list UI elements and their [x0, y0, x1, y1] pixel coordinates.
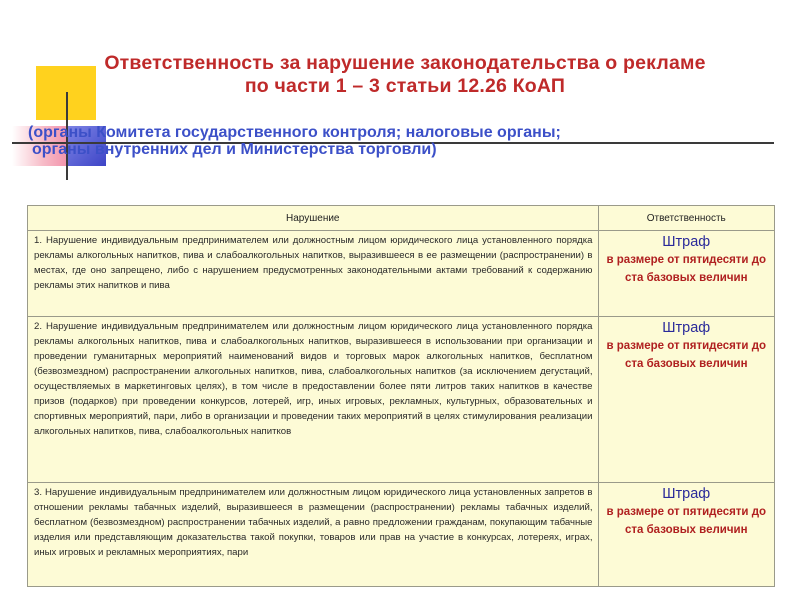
liability-cell	[598, 231, 774, 317]
violation-cell: 2. Нарушение индивидуальным предпринимателем или должностным лицом юридического лица установленного порядка рекламы алкогольных напитков, пива и слабоалкогольных напитков, выразившееся в использовании при организации и проведении гуманитарных мероприятий наименований видов и торговых марок алкогольных напитков, бесплатном (безвозмездном) распространении алкогольных напитков, пива, слабоалкогольных напитков (за исключением дегустаций, осуществляемых в маркетинговых целях), в том числе в предоставлении более пяти литров таких напитков в качестве призов (подарков) при проведении конкурсов, лотерей, игр, иных игровых, рекламных, культурных, образовательных и спортивных мероприятий, пари, либо в организации и проведении таких мероприятий в целях стимулирования реализации алкогольных напитков, пива, слабоалкогольных напитков	[28, 317, 598, 483]
fine-label: Штраф	[662, 486, 711, 502]
slide-title-line2: по части 1 – 3 статьи 12.26 КоАП	[244, 75, 566, 97]
slide-title	[20, 52, 790, 98]
fine-amount: в размере от пятидесяти до ста базовых величин	[606, 254, 767, 284]
table-row	[28, 231, 774, 317]
fine-amount: в размере от пятидесяти до ста базовых величин	[606, 340, 767, 370]
liability-cell	[598, 317, 774, 483]
table-row	[28, 317, 774, 483]
header-violation: Нарушение	[28, 206, 598, 231]
fine-label: Штраф	[662, 320, 711, 336]
header-liability: Ответственность	[598, 206, 774, 231]
slide-title-line1: Ответственность за нарушение законодательства о рекламе	[104, 52, 706, 74]
slide-subtitle	[28, 124, 768, 158]
table-row	[28, 483, 774, 587]
slide-subtitle-line2: органы внутренних дел и Министерства торговли)	[32, 141, 437, 158]
table-header-row	[28, 206, 774, 231]
fine-amount: в размере от пятидесяти до ста базовых величин	[606, 506, 767, 536]
violation-cell: 3. Нарушение индивидуальным предпринимателем или должностным лицом юридического лица установленных запретов в отношении рекламы табачных изделий, выразившееся в размещении (распространении) рекламы табачных изделий, бесплатном (безвозмездном) распространении табачных изделий, а равно предложении гражданам, покупающим табачные изделия или представляющим доказательства такой покупки, товаров или прав на участие в конкурсах, лотереях, играх, иных игровых и рекламных мероприятиях, пари	[28, 483, 598, 587]
violation-cell: 1. Нарушение индивидуальным предпринимателем или должностным лицом юридического лица установленного порядка рекламы алкогольных напитков, пива и слабоалкогольных напитков, выразившееся в ее размещении (распространении) в местах, где оно запрещено, либо с нарушением предусмотренных законодательными актами требований к содержанию рекламы этих напитков и пива	[28, 231, 598, 317]
fine-label: Штраф	[662, 234, 711, 250]
liability-cell	[598, 483, 774, 587]
slide-subtitle-line1: (органы Комитета государственного контроля; налоговые органы;	[28, 124, 561, 141]
liability-table	[27, 205, 775, 587]
